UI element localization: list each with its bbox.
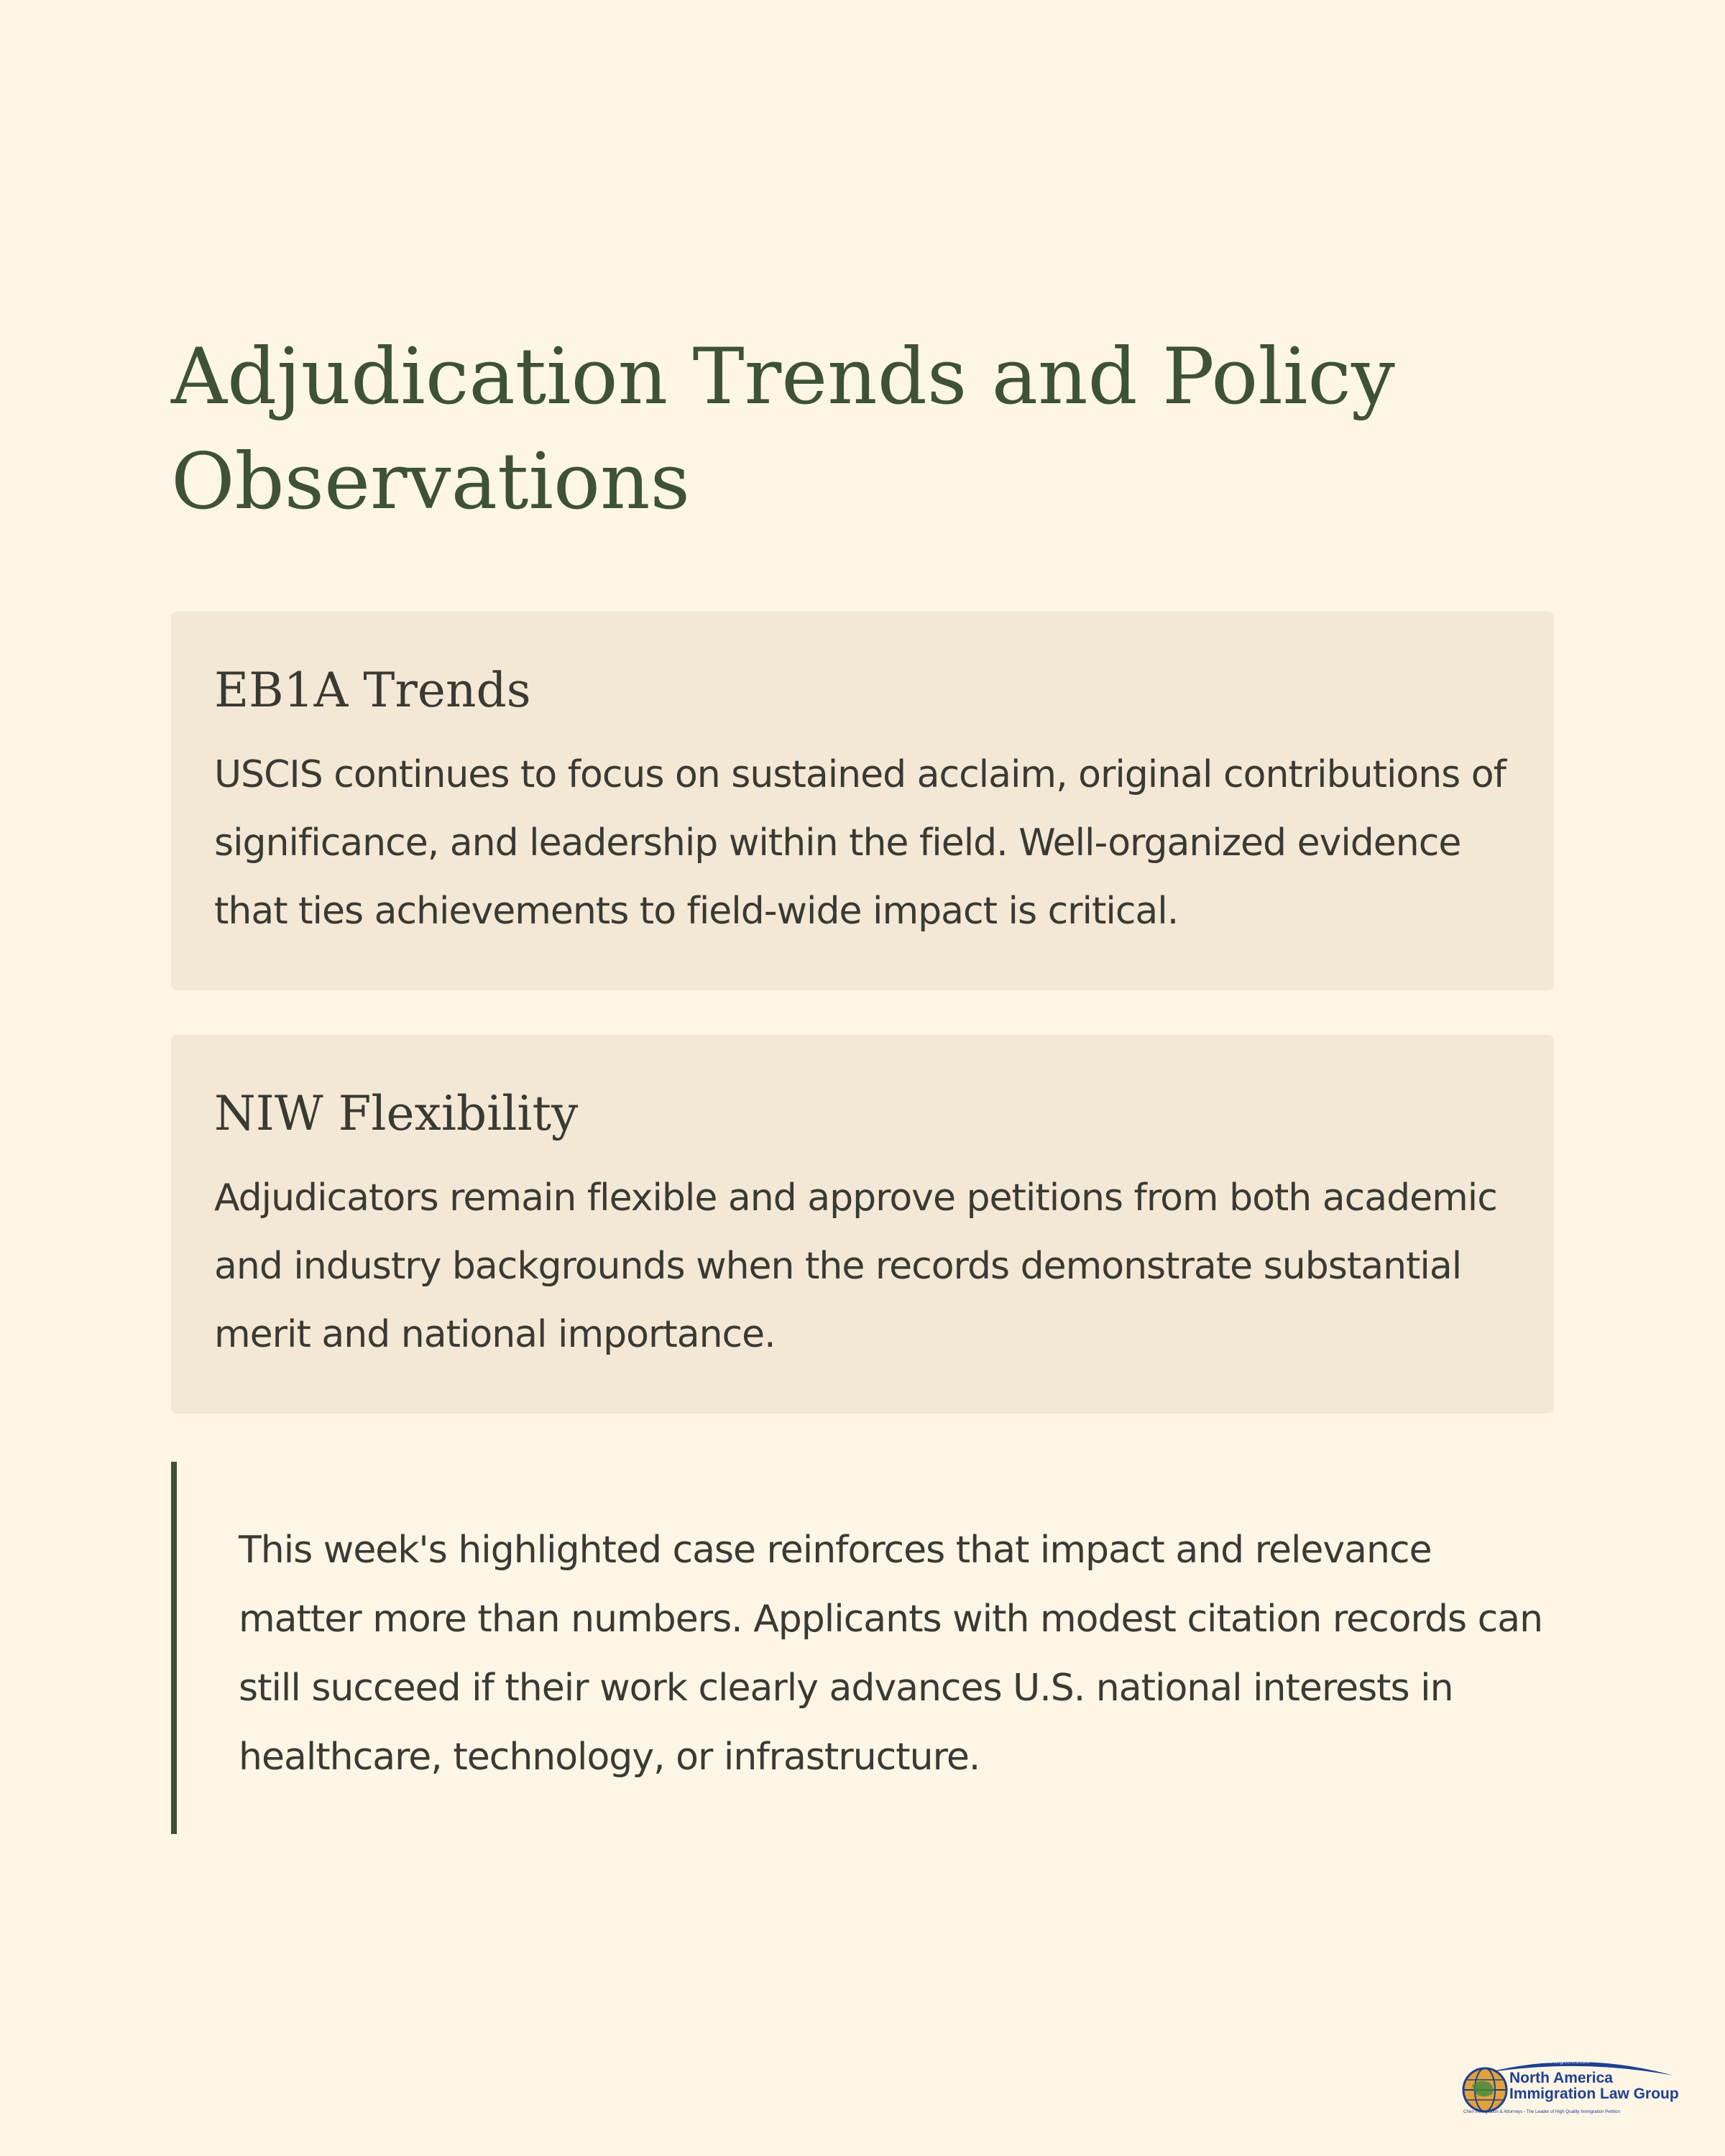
quote-text: This week's highlighted case reinforces that impact and relevance matter more than numbers. Applicants with modest citation records can still succeed if their work clearly advances U.S. national interests in healthcare, technology, or infrastructure. (239, 1529, 1543, 1779)
firm-logo (1458, 2054, 1680, 2116)
logo-url: www.wegreened.com (1541, 2060, 1590, 2065)
card-body: USCIS continues to focus on sustained acclaim, original contributions of significance, and leadership within the field. Well-organized evidence that ties achievements to field-wide impact is critical. (214, 753, 1506, 933)
logo-name-line2: Immigration Law Group (1509, 2086, 1679, 2102)
card-body: Adjudicators remain flexible and approve petitions from both academic and industry backgrounds when the records demonstrate substantial merit and national importance. (214, 1176, 1497, 1356)
eb1a-trends-card (171, 612, 1554, 990)
card-heading: EB1A Trends (214, 663, 531, 718)
globe-icon (1463, 2068, 1506, 2111)
card-heading: NIW Flexibility (214, 1086, 579, 1141)
highlight-quote (171, 1462, 1554, 1834)
page-title: Adjudication Trends and Policy Observations (171, 332, 1395, 527)
logo-tagline: Chen Immigration & Attorneys - The Leader of High Quality Immigration Petition (1463, 2109, 1620, 2114)
logo-name-line1: North America (1509, 2070, 1613, 2086)
niw-flexibility-card (171, 1035, 1554, 1414)
